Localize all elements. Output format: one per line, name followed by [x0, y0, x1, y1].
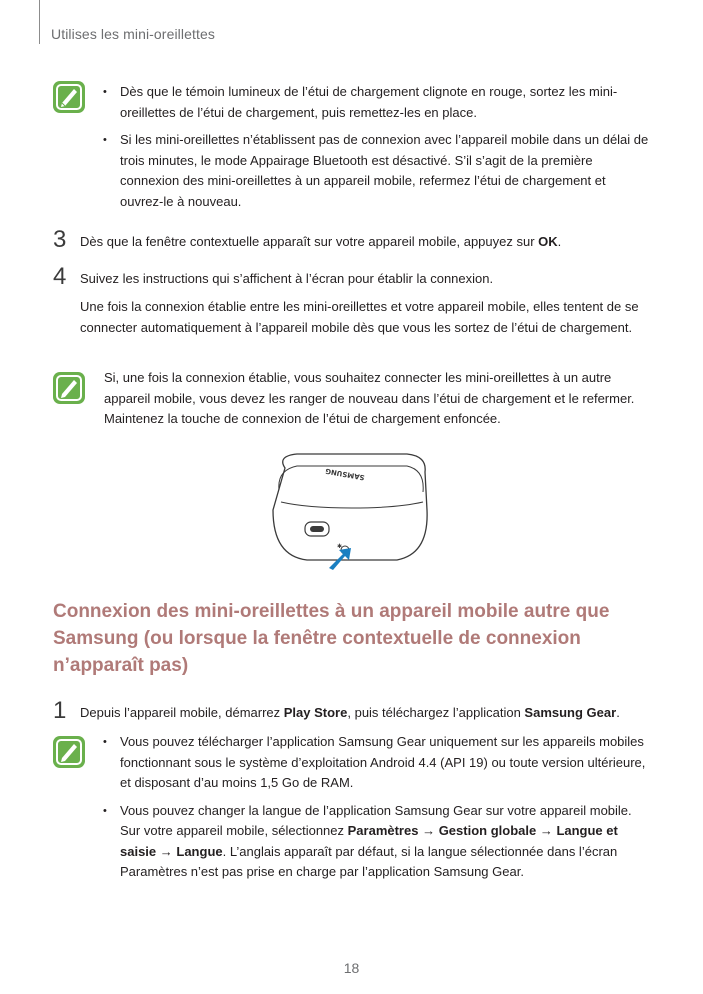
- step-text: Suivez les instructions qui s’affichent à l’écran pour établir la connexion.: [80, 271, 494, 286]
- bullet-dot-icon: •: [103, 134, 107, 146]
- step4-paragraph: Une fois la connexion établie entre les mini-oreillettes et votre appareil mobile, elles tentent de se connecter automatiquement à l’appareil mobile dès que vous les sortez de l’étui de chargement.: [80, 299, 639, 335]
- charging-case-illustration: [267, 450, 437, 570]
- note3-bullets: [101, 732, 651, 890]
- page-number: 18: [343, 960, 360, 976]
- bullet-dot-icon: •: [103, 86, 107, 98]
- note1-bullet: • Si les mini-oreillettes n’établissent pas de connexion avec l’appareil mobile dans un délai de trois minutes, le mode Appairage Bluetooth est désactivé. S’il s’agit de la première connexion des mini-oreillettes à un appareil mobile, refermez l’étui de chargement et ouvrez-le à nouveau.: [103, 132, 649, 209]
- page-header-title: Utilises les mini-oreillettes: [51, 26, 215, 42]
- note1-bullet: • Dès que le témoin lumineux de l’étui de chargement clignote en rouge, sortez les mini-oreillettes de l’étui de chargement, puis remettez-les en place.: [103, 84, 618, 120]
- bullet-dot-icon: •: [103, 736, 107, 748]
- step-number: 3: [53, 226, 67, 253]
- step-number: 1: [53, 697, 67, 724]
- note-icon: [53, 372, 85, 404]
- step-text: Depuis l’appareil mobile, démarrez Play Store, puis téléchargez l’application Samsung Gear.: [80, 705, 620, 720]
- svg-text:✱: ✱: [337, 543, 343, 550]
- note1-bullets: [101, 82, 651, 219]
- note3-bullet: • Vous pouvez télécharger l’application Samsung Gear uniquement sur les appareils mobiles fonctionnant sous le système d’exploitation Android 4.4 (API 19) ou toute version ultérieure, et disposant d’au moins 1,5 Go de RAM.: [103, 734, 646, 790]
- note3-bullet: • Vous pouvez changer la langue de l’application Samsung Gear sur votre appareil mobile. Sur votre appareil mobile, sélectionnez Paramètres → Gestion globale → Langue et saisie → Langue. L’anglais apparaît par défaut, si la langue sélectionnée dans l’écran Paramètres n’est pas prise en charge par l’application Samsung Gear.: [103, 802, 632, 879]
- note2-text: Si, une fois la connexion établie, vous souhaitez connecter les mini-oreillettes à un autre appareil mobile, vous devez les ranger de nouveau dans l’étui de chargement et le refermer. Maintenez la touche de connexion de l’étui de chargement enfoncée.: [104, 370, 635, 426]
- step-text: Dès que la fenêtre contextuelle apparaît sur votre appareil mobile, appuyez sur OK.: [80, 234, 562, 249]
- samsung-logo: SAMSUNG: [324, 466, 366, 482]
- bullet-dot-icon: •: [103, 804, 107, 817]
- header-rule: [39, 0, 40, 44]
- note-icon: [53, 81, 85, 113]
- note-icon: [53, 736, 85, 768]
- section-heading: Connexion des mini-oreillettes à un appareil mobile autre que Samsung (ou lorsque la fenêtre contextuelle de connexion n’apparaît pas): [53, 601, 610, 676]
- step-number: 4: [53, 263, 67, 290]
